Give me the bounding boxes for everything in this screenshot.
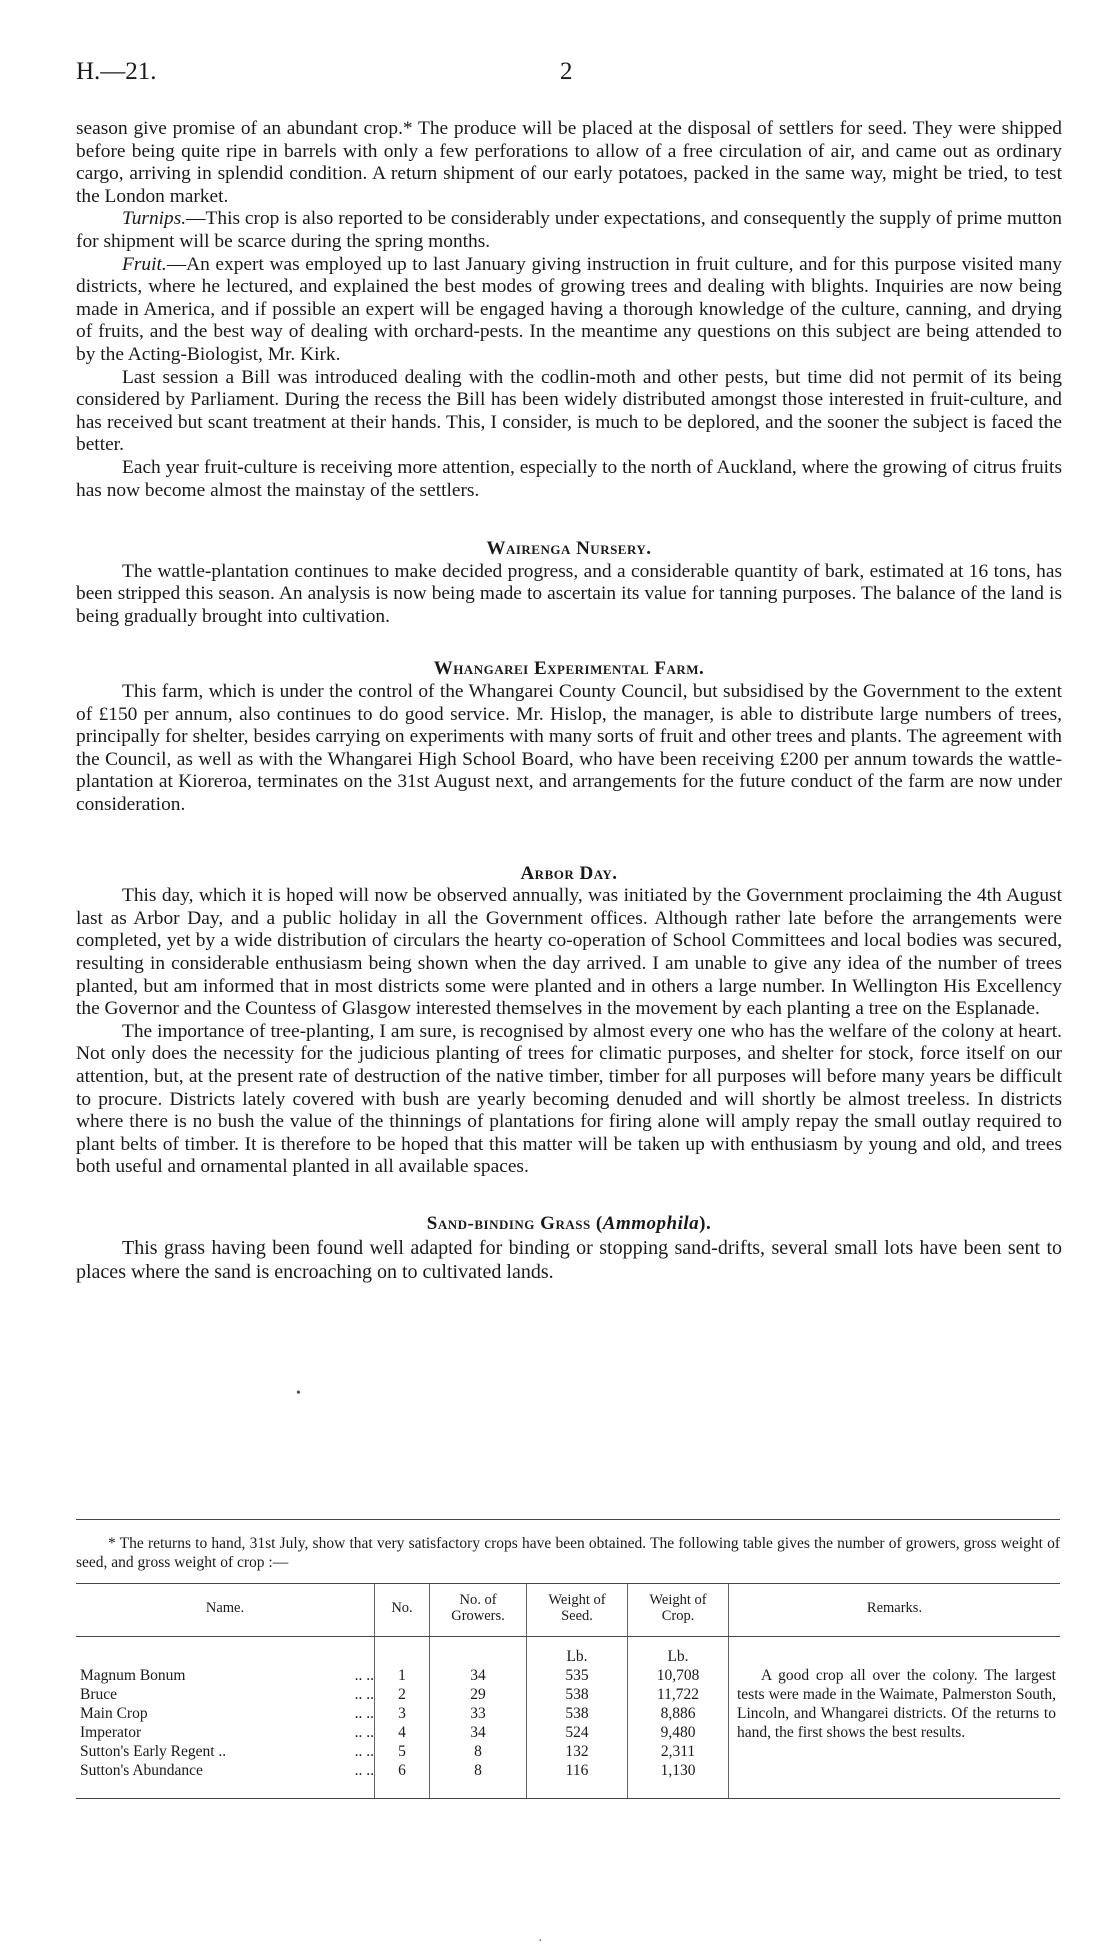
section-heading-sand-binding: Sand-binding Grass (Ammophila).	[426, 1212, 712, 1234]
remarks-cell	[729, 1637, 1061, 1799]
species-name: Ammophila	[602, 1212, 700, 1234]
crop-unit: Lb.	[628, 1637, 729, 1667]
cell-seed: 538	[527, 1685, 628, 1704]
paragraph: Last session a Bill was introduced dealing with the codlin-moth and other pests, but time did not permit of its being considered by Parliament. During the recess the Bill has been widely distributed amongst those interested in fruit-culture, and has received but scant treatment at their hands. This, I consider, is much to be deplored, and the sooner the subject is faced the better.	[76, 366, 1062, 456]
cell-name	[76, 1742, 375, 1761]
document-code: H.—21.	[76, 58, 157, 85]
dot-leader: .. ..	[354, 1743, 374, 1760]
table-header-row	[76, 1584, 1060, 1637]
paragraph: season give promise of an abundant crop.* The produce will be placed at the disposal of settlers for seed. They were shipped before being quite ripe in barrels with only a few perforations to allow of a free circulation of air, and came out as ordinary cargo, arriving in splendid condition. A return shipment of our early potatoes, packed in the same way, might be tried, to test the London market.	[76, 118, 1062, 207]
cell-growers: 8	[430, 1742, 527, 1761]
crop-variety-name: Sutton's Early Regent ..	[80, 1743, 227, 1760]
crop-returns-table	[76, 1583, 1060, 1799]
col-header-seed: Weight of Seed.	[527, 1584, 628, 1637]
crop-variety-name: Sutton's Abundance	[80, 1762, 203, 1779]
body-text	[76, 118, 1062, 1284]
cell-seed: 132	[527, 1742, 628, 1761]
cell-seed: 116	[527, 1761, 628, 1799]
dot-leader: .. ..	[354, 1705, 374, 1722]
cell-crop: 10,708	[628, 1666, 729, 1685]
dot-leader: .. ..	[354, 1686, 374, 1703]
paragraph-turnips	[76, 208, 1062, 253]
stray-mark: ·	[538, 1934, 543, 1949]
crop-variety-name: Imperator	[80, 1724, 142, 1741]
section-heading-arbor-day: Arbor Day.	[520, 862, 618, 884]
crop-variety-name: Main Crop	[80, 1705, 148, 1722]
col-header-remarks: Remarks.	[729, 1584, 1061, 1637]
paragraph-wairenga: The wattle-plantation continues to make decided progress, and a considerable quantity of bark, estimated at 16 tons, has been stripped this season. An analysis is now being made to ascertain its value for tanning purposes. The balance of the land is being gradually brought into cultivation.	[76, 560, 1062, 627]
paragraph-arbor-day-2: The importance of tree-planting, I am sure, is recognised by almost every one who has the welfare of the colony at heart. Not only does the necessity for the judicious planting of trees for climatic purposes, and shelter for stock, force itself on our attention, but, at the present rate of destruction of the native timber, timber for all purposes will before many years be difficult to procure. Districts lately covered with bush are yearly becoming denuded and will shortly be almost treeless. In districts where there is no bush the value of the thinnings of plantations for firing alone will amply repay the small outlay required to plant belts of timber. It is therefore to be hoped that this matter will be taken up with enthusiasm by young and old, and trees both useful and ornamental planted in all available spaces.	[76, 1020, 1062, 1178]
dot-leader: .. ..	[354, 1667, 374, 1684]
cell-seed: 524	[527, 1723, 628, 1742]
cell-no: 4	[375, 1723, 430, 1742]
cell-name	[76, 1723, 375, 1742]
units-row	[76, 1637, 1060, 1667]
cell-name	[76, 1761, 375, 1799]
section-heading-wairenga: Wairenga Nursery.	[486, 538, 652, 560]
cell-crop: 9,480	[628, 1723, 729, 1742]
col-header-crop: Weight of Crop.	[628, 1584, 729, 1637]
cell-name	[76, 1685, 375, 1704]
col-header-growers: No. of Growers.	[430, 1584, 527, 1637]
footnote-rule	[76, 1519, 1060, 1520]
cell-crop: 1,130	[628, 1761, 729, 1799]
paragraph-text: —An expert was employed up to last January giving instruction in fruit culture, and for this purpose visited many districts, where he lectured, and explained the best modes of growing trees and dealing with blights. Inquiries are now being made in America, and if possible an expert will be engaged having a thorough knowledge of the culture, canning, and drying of fruits, and the best way of dealing with orchard-pests. In the meantime any questions on this subject are being attended to by the Acting-Biologist, Mr. Kirk.	[76, 253, 1062, 365]
cell-no: 2	[375, 1685, 430, 1704]
cell-seed: 535	[527, 1666, 628, 1685]
paragraph-arbor-day-1: This day, which it is hoped will now be observed annually, was initiated by the Government proclaiming the 4th August last as Arbor Day, and a public holiday in all the Government offices. Although rather late before the arrangements were completed, yet by a wide distribution of circulars the hearty co-operation of School Committees and local bodies was secured, resulting in considerable enthusiasm being shown when the day arrived. I am unable to give any idea of the number of trees planted, but am informed that in most districts some were planted and in others a large number. In Wellington His Excellency the Governor and the Countess of Glasgow interested themselves in the movement by each planting a tree on the Esplanade.	[76, 885, 1062, 1020]
cell-growers: 34	[430, 1666, 527, 1685]
paragraph-whangarei: This farm, which is under the control of the Whangarei County Council, but subsidised by the Government to the extent of £150 per annum, also continues to do good service. Mr. Hislop, the manager, is able to distribute large numbers of trees, principally for shelter, besides carrying on experiments with many sorts of fruit and other trees and plants. The agreement with the Council, as well as with the Whangarei High School Board, who have been receiving £200 per annum towards the wattle-plantation at Kioreroa, terminates on the 31st August next, and arrangements for the future conduct of the farm are now under consideration.	[76, 681, 1062, 816]
cell-name	[76, 1704, 375, 1723]
cell-crop: 11,722	[628, 1685, 729, 1704]
cell-seed: 538	[527, 1704, 628, 1723]
remarks-text: A good crop all over the colony. The largest tests were made in the Waimate, Palmerston South, Lincoln, and Whangarei districts. Of the returns to hand, the first shows the best results.	[737, 1667, 1056, 1741]
col-header-no: No.	[375, 1584, 430, 1637]
dot-leader: .. ..	[354, 1724, 374, 1741]
crop-variety-name: Bruce	[80, 1686, 118, 1703]
cell-crop: 2,311	[628, 1742, 729, 1761]
cell-growers: 8	[430, 1761, 527, 1799]
cell-growers: 34	[430, 1723, 527, 1742]
cell-no: 3	[375, 1704, 430, 1723]
section-heading-whangarei: Whangarei Experimental Farm.	[433, 658, 705, 680]
paragraph-lead: Turnips.	[122, 208, 187, 230]
dot-leader: .. ..	[354, 1762, 374, 1779]
stray-mark: •	[296, 1386, 301, 1401]
page-header	[76, 58, 1062, 98]
col-header-name: Name.	[76, 1584, 375, 1637]
paragraph-text: —This crop is also reported to be considerably under expectations, and consequently the supply of prime mutton for shipment will be scarce during the spring months.	[76, 208, 1062, 252]
paragraph: Each year fruit-culture is receiving more attention, especially to the north of Auckland, where the growing of citrus fruits has now become almost the mainstay of the settlers.	[76, 456, 1062, 501]
page-number: 2	[560, 58, 573, 85]
cell-name	[76, 1666, 375, 1685]
cell-growers: 33	[430, 1704, 527, 1723]
cell-no: 6	[375, 1761, 430, 1799]
paragraph-sand-binding: This grass having been found well adapted for binding or stopping sand-drifts, several small lots have been sent to places where the sand is encroaching on to cultivated lands.	[76, 1236, 1062, 1283]
cell-crop: 8,886	[628, 1704, 729, 1723]
seed-unit: Lb.	[527, 1637, 628, 1667]
crop-variety-name: Magnum Bonum	[80, 1667, 186, 1684]
footnote: * The returns to hand, 31st July, show that very satisfactory crops have been obtained. The following table gives the number of growers, gross weight of seed, and gross weight of crop :—	[76, 1535, 1060, 1571]
cell-no: 1	[375, 1666, 430, 1685]
paragraph-fruit	[76, 254, 1062, 367]
cell-no: 5	[375, 1742, 430, 1761]
paragraph-lead: Fruit.	[122, 253, 167, 275]
cell-growers: 29	[430, 1685, 527, 1704]
